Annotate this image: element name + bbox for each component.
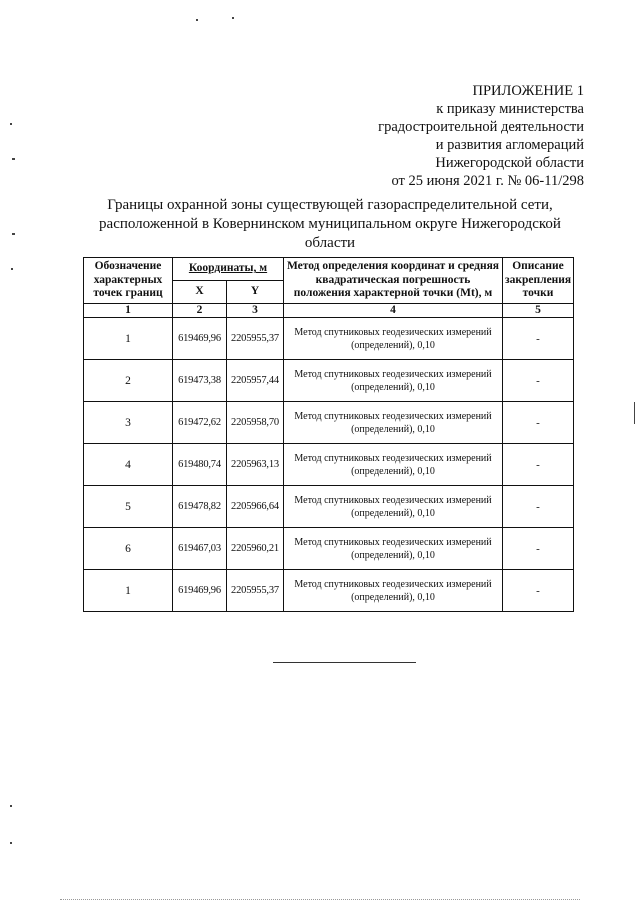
table-row [84, 360, 574, 402]
fixation-description: - [503, 402, 574, 444]
appendix-line: Нижегородской области [435, 155, 584, 171]
fixation-description: - [503, 570, 574, 612]
table-row [84, 318, 574, 360]
coordinate-x: 619467,03 [173, 528, 227, 570]
column-number: 3 [227, 303, 284, 318]
scan-speck [196, 19, 198, 21]
scan-edge-line [60, 899, 580, 900]
coordinate-y: 2205963,13 [227, 444, 284, 486]
header-fix: Описание закрепления точки [503, 258, 574, 304]
method-text: Метод спутниковых геодезических измерений (определений), 0,10 [284, 444, 503, 486]
scan-speck [10, 842, 12, 844]
column-number: 4 [284, 303, 503, 318]
point-number: 1 [84, 570, 173, 612]
coordinate-y: 2205955,37 [227, 570, 284, 612]
table-row [84, 528, 574, 570]
appendix-line: градостроительной деятельности [378, 119, 584, 135]
column-number: 2 [173, 303, 227, 318]
appendix-header [378, 82, 584, 190]
coordinate-y: 2205955,37 [227, 318, 284, 360]
document-title [90, 196, 570, 253]
coordinate-x: 619469,96 [173, 570, 227, 612]
coordinate-x: 619472,62 [173, 402, 227, 444]
scan-speck [10, 123, 12, 125]
point-number: 2 [84, 360, 173, 402]
method-text: Метод спутниковых геодезических измерений (определений), 0,10 [284, 486, 503, 528]
table-row [84, 444, 574, 486]
column-number: 1 [84, 303, 173, 318]
fixation-description: - [503, 360, 574, 402]
appendix-line: к приказу министерства [436, 101, 584, 117]
coordinate-y: 2205960,21 [227, 528, 284, 570]
table-row [84, 570, 574, 612]
header-point: Обозначение характерных точек границ [84, 258, 173, 304]
appendix-line: ПРИЛОЖЕНИЕ 1 [472, 83, 584, 99]
table-row [84, 402, 574, 444]
fixation-description: - [503, 528, 574, 570]
method-text: Метод спутниковых геодезических измерений (определений), 0,10 [284, 318, 503, 360]
fixation-description: - [503, 486, 574, 528]
scan-speck [634, 402, 635, 424]
coordinate-x: 619480,74 [173, 444, 227, 486]
method-text: Метод спутниковых геодезических измерений (определений), 0,10 [284, 570, 503, 612]
scan-speck [12, 158, 15, 160]
appendix-line: от 25 июня 2021 г. № 06-11/298 [391, 173, 584, 189]
point-number: 6 [84, 528, 173, 570]
title-line: Границы охранной зоны существующей газораспределительной сети, [107, 197, 553, 213]
coordinate-x: 619478,82 [173, 486, 227, 528]
point-number: 5 [84, 486, 173, 528]
point-number: 4 [84, 444, 173, 486]
coordinates-table [83, 257, 574, 612]
method-text: Метод спутниковых геодезических измерений (определений), 0,10 [284, 360, 503, 402]
coordinate-y: 2205958,70 [227, 402, 284, 444]
coordinate-x: 619469,96 [173, 318, 227, 360]
header-y: Y [227, 280, 284, 303]
closing-line [273, 662, 416, 663]
method-text: Метод спутниковых геодезических измерений (определений), 0,10 [284, 528, 503, 570]
appendix-line: и развития агломераций [435, 137, 584, 153]
header-x: X [173, 280, 227, 303]
scan-speck [11, 268, 13, 270]
scan-speck [232, 17, 234, 19]
coordinate-y: 2205957,44 [227, 360, 284, 402]
scan-speck [10, 805, 12, 807]
scan-speck [12, 233, 15, 235]
coordinate-y: 2205966,64 [227, 486, 284, 528]
header-coordinates: Координаты, м [173, 258, 284, 281]
method-text: Метод спутниковых геодезических измерений (определений), 0,10 [284, 402, 503, 444]
title-line: расположенной в Ковернинском муниципальном округе Нижегородской [99, 216, 561, 232]
coordinate-x: 619473,38 [173, 360, 227, 402]
table-row [84, 486, 574, 528]
point-number: 1 [84, 318, 173, 360]
header-method: Метод определения координат и средняя квадратическая погрешность положения характерной точки (Mt), м [284, 258, 503, 304]
title-line: области [304, 235, 356, 251]
column-number: 5 [503, 303, 574, 318]
point-number: 3 [84, 402, 173, 444]
fixation-description: - [503, 444, 574, 486]
fixation-description: - [503, 318, 574, 360]
